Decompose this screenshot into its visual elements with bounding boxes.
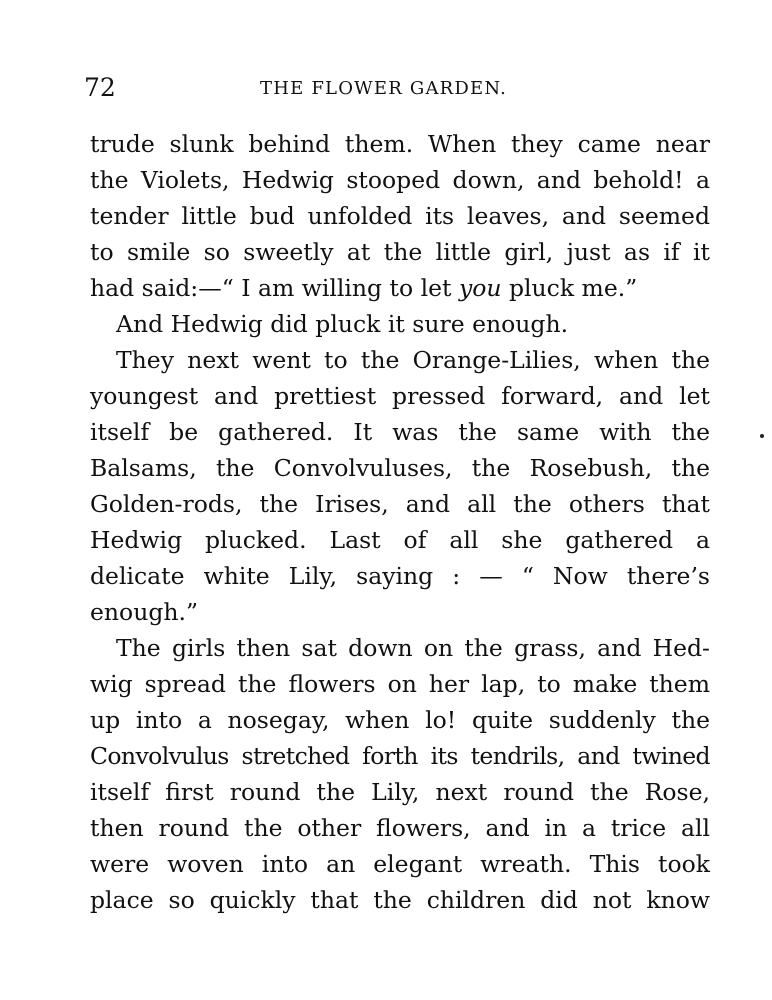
text-line [90,270,710,306]
body-text [90,126,710,918]
text-line: delicate white Lily, saying : — “ Now there’s [90,562,710,590]
text-line: to smile so sweetly at the little girl, just as if it [90,238,710,266]
paragraph-first-line: And Hedwig did pluck it sure enough. [116,310,569,338]
text-line: wig spread the flowers on her lap, to make them [90,670,710,698]
text-line: the Violets, Hedwig stooped down, and behold! a [90,166,710,194]
italic-word: you [458,274,502,302]
text-line: itself first round the Lily, next round the Rose, [90,778,710,806]
text-line: enough.” [90,598,198,626]
text-line: Hedwig plucked. Last of all she gathered a [90,526,710,554]
text-line: Convolvulus stretched forth its tendrils, and twined [90,742,710,770]
paragraph-first-line: The girls then sat down on the grass, and Hed- [116,634,710,662]
paragraph-first-line: They next went to the Orange-Lilies, when the [116,346,710,374]
text-line: place so quickly that the children did not know [90,886,710,914]
text-line: then round the other flowers, and in a trice all [90,814,710,842]
text-line: tender little bud unfolded its leaves, and seemed [90,202,710,230]
page-number: 72 [84,73,116,102]
text-line: were woven into an elegant wreath. This took [90,850,710,878]
running-head [0,72,772,108]
ink-speck [760,434,764,438]
text-line: up into a nosegay, when lo! quite suddenly the [90,706,710,734]
text-run: pluck me.” [501,274,638,302]
text-line: Golden-rods, the Irises, and all the others that [90,490,710,518]
text-line: trude slunk behind them. When they came near [90,130,710,158]
text-line: Balsams, the Convolvuluses, the Rosebush, the [90,454,710,482]
text-line: youngest and prettiest pressed forward, and let [90,382,710,410]
running-title: THE FLOWER GARDEN. [260,78,508,99]
text-line: itself be gathered. It was the same with the [90,418,710,446]
text-run: had said:—“ I am willing to let [90,274,459,302]
